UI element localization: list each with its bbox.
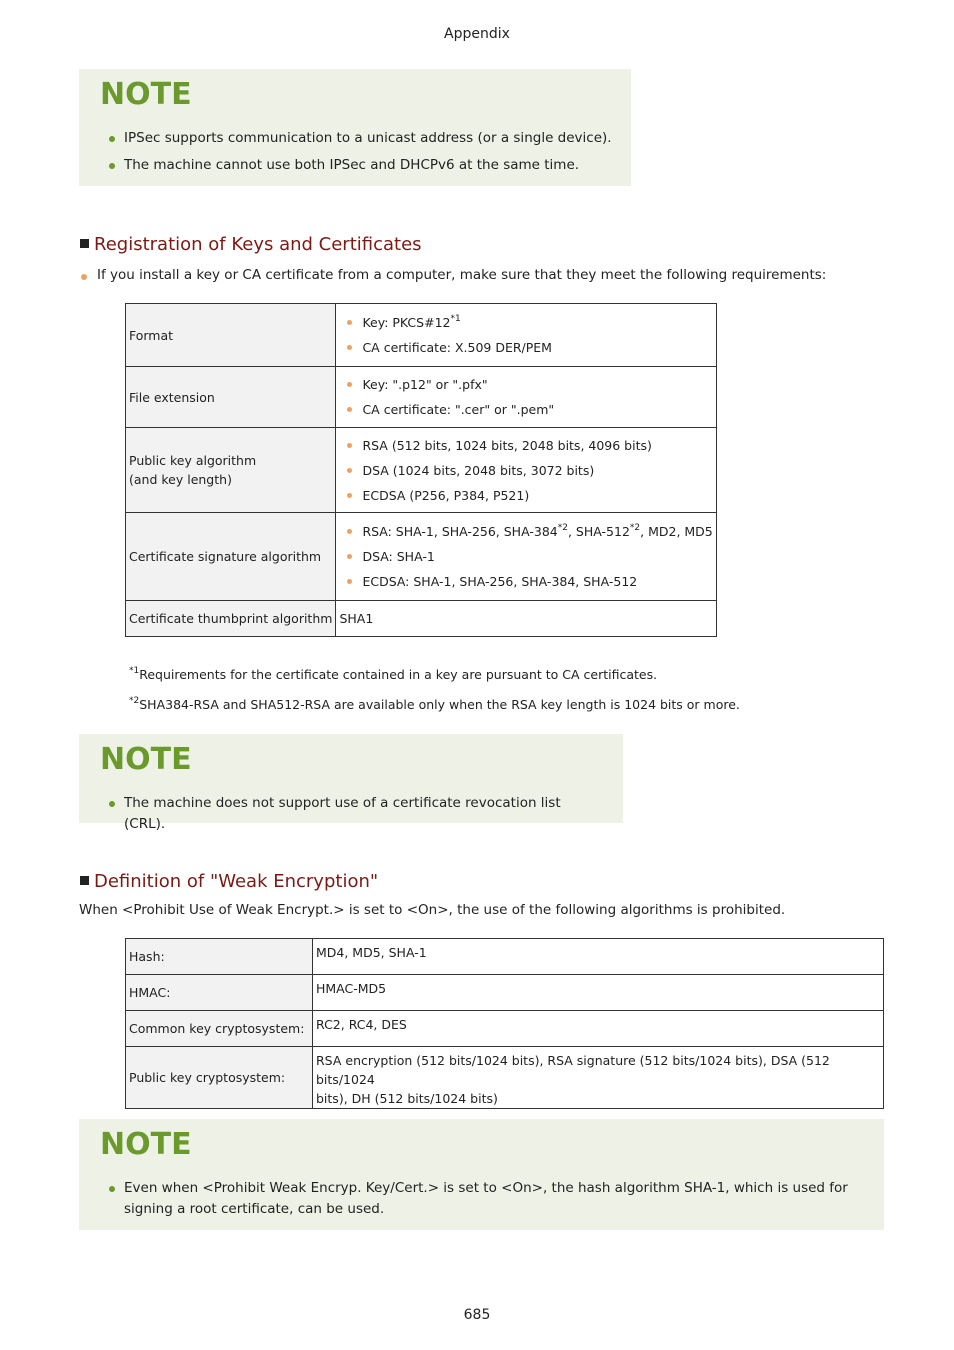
table-row xyxy=(126,428,717,513)
row-value xyxy=(336,304,716,367)
row-value: RC2, RC4, DES xyxy=(313,1011,884,1047)
list-item: RSA (512 bits, 1024 bits, 2048 bits, 4096 bits) xyxy=(339,433,712,458)
section-title xyxy=(80,871,378,892)
section-title-text: Definition of "Weak Encryption" xyxy=(94,871,379,892)
note-box xyxy=(79,1119,884,1230)
note-title: NOTE xyxy=(100,742,192,777)
row-label: Certificate signature algorithm xyxy=(126,513,336,601)
intro-paragraph: When <Prohibit Use of Weak Encrypt.> is set to <On>, the use of the following algorithms is prohibited. xyxy=(79,902,786,918)
list-item: ECDSA: SHA-1, SHA-256, SHA-384, SHA-512 xyxy=(339,569,712,594)
note-box xyxy=(79,734,623,832)
table-row xyxy=(126,939,884,975)
row-value: SHA1 xyxy=(336,601,716,637)
table-row xyxy=(126,304,717,367)
row-label: Format xyxy=(126,304,336,367)
page-header: Appendix xyxy=(444,26,510,42)
footnote-mark: *1 xyxy=(450,314,461,324)
square-bullet-icon xyxy=(80,239,89,248)
note-list xyxy=(106,793,605,835)
note-item: Even when <Prohibit Weak Encryp. Key/Cert.> is set to <On>, the hash algorithm SHA-1, which is used for signing a root certificate, can be used. xyxy=(106,1178,866,1220)
weak-encryption-table xyxy=(125,938,884,1109)
page-number: 685 xyxy=(463,1307,491,1323)
list-item: Key: PKCS#12$^{*1}$ xyxy=(339,310,712,335)
intro-bullet: If you install a key or CA certificate from a computer, make sure that they meet the following requirements: xyxy=(79,267,954,283)
row-label: Certificate thumbprint algorithm xyxy=(126,601,336,637)
list-item: DSA: SHA-1 xyxy=(339,544,712,569)
footnote: $^{*2}$SHA384-RSA and SHA512-RSA are available only when the RSA key length is 1024 bits or more. xyxy=(129,696,740,712)
row-value: RSA encryption (512 bits/1024 bits), RSA signature (512 bits/1024 bits), DSA (512 bits/1024 bits), DH (512 bits/1024 bits) xyxy=(313,1047,884,1109)
list-item: DSA (1024 bits, 2048 bits, 3072 bits) xyxy=(339,458,712,483)
row-value xyxy=(336,367,716,428)
list-item: Key: ".p12" or ".pfx" xyxy=(339,372,712,397)
note-list xyxy=(106,128,613,176)
table-row xyxy=(126,601,717,637)
note-list xyxy=(106,1178,866,1220)
row-value xyxy=(336,513,716,601)
row-value xyxy=(336,428,716,513)
table-row xyxy=(126,1047,884,1109)
row-value: HMAC-MD5 xyxy=(313,975,884,1011)
row-label: HMAC: xyxy=(126,975,313,1011)
note-title: NOTE xyxy=(100,1127,192,1162)
table-row xyxy=(126,367,717,428)
list-item: CA certificate: X.509 DER/PEM xyxy=(339,335,712,360)
note-item: IPSec supports communication to a unicast address (or a single device). xyxy=(106,128,613,149)
row-label: Public key algorithm (and key length) xyxy=(126,428,336,513)
list-item: RSA: SHA-1, SHA-256, SHA-384$^{*2}$, SHA-512$^{*2}$, MD2, MD5 xyxy=(339,519,712,544)
row-label: Public key cryptosystem: xyxy=(126,1047,313,1109)
note-item: The machine does not support use of a certificate revocation list (CRL). xyxy=(106,793,605,835)
row-value: MD4, MD5, SHA-1 xyxy=(313,939,884,975)
list-item: ECDSA (P256, P384, P521) xyxy=(339,483,712,508)
note-title: NOTE xyxy=(100,77,192,112)
table-row xyxy=(126,513,717,601)
note-item: The machine cannot use both IPSec and DHCPv6 at the same time. xyxy=(106,155,613,176)
footnote: $^{*1}$Requirements for the certificate contained in a key are pursuant to CA certificates. xyxy=(129,666,658,682)
table-row xyxy=(126,975,884,1011)
list-item: CA certificate: ".cer" or ".pem" xyxy=(339,397,712,422)
section-title-text: Registration of Keys and Certificates xyxy=(94,234,422,255)
square-bullet-icon xyxy=(80,876,89,885)
row-label: Common key cryptosystem: xyxy=(126,1011,313,1047)
section-title xyxy=(80,234,422,255)
requirements-table xyxy=(125,303,717,637)
table-row xyxy=(126,1011,884,1047)
row-label: File extension xyxy=(126,367,336,428)
row-label: Hash: xyxy=(126,939,313,975)
note-box xyxy=(79,69,631,186)
